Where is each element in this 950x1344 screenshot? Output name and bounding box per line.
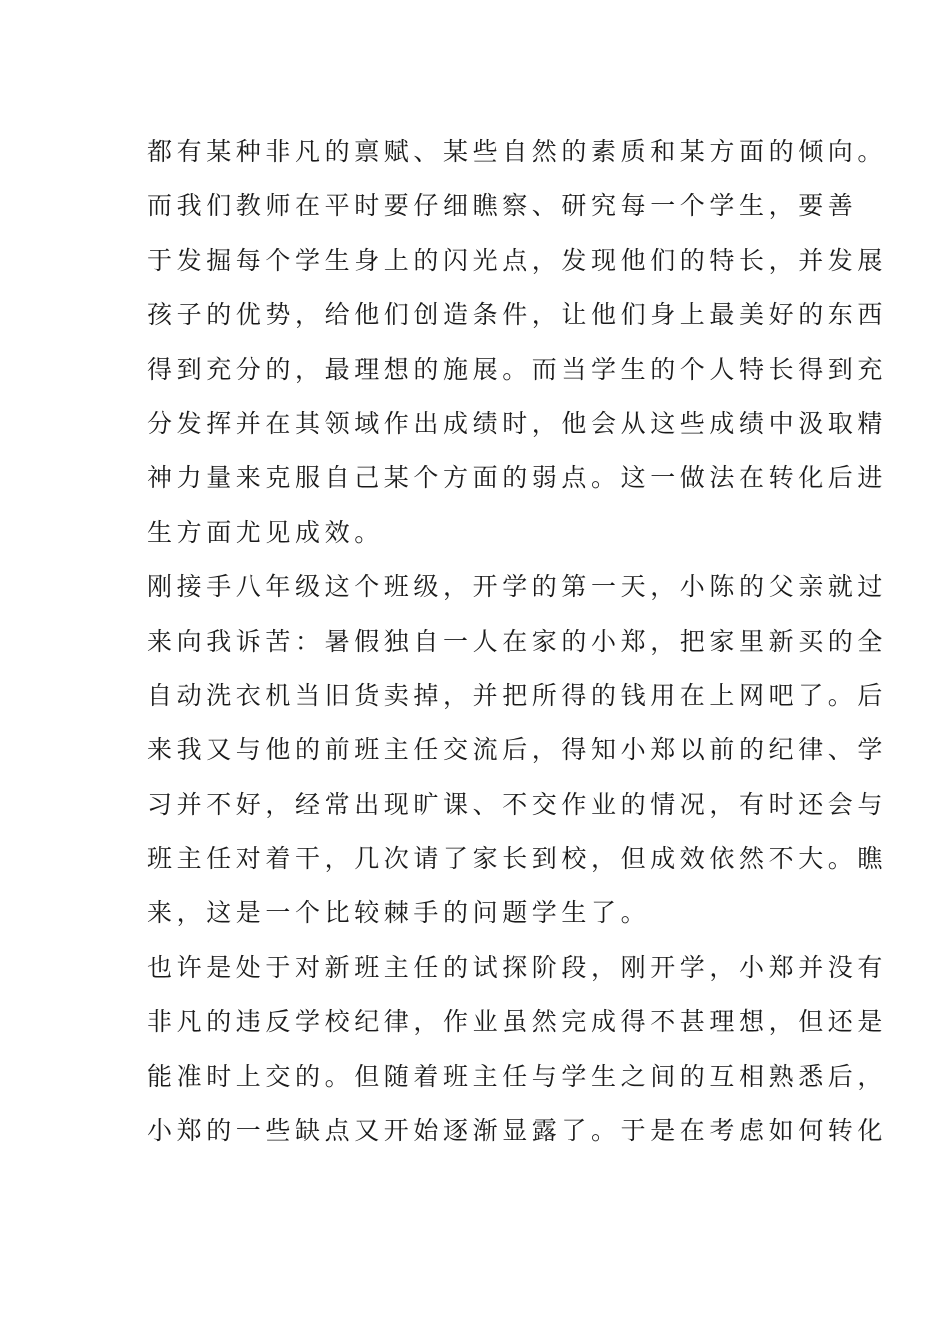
text-line: 于发掘每个学生身上的闪光点，发现他们的特长，并发展 — [147, 245, 888, 275]
body-text — [147, 128, 888, 1161]
text-line: 刚接手八年级这个班级，开学的第一天，小陈的父亲就过 — [147, 572, 888, 602]
text-line: 来，这是一个比较棘手的问题学生了。 — [147, 898, 651, 928]
text-line: 小郑的一些缺点又开始逐渐显露了。于是在考虑如何转化 — [147, 1116, 888, 1146]
text-line: 习并不好，经常出现旷课、不交作业的情况，有时还会与 — [147, 789, 888, 819]
text-line: 神力量来克服自己某个方面的弱点。这一做法在转化后进 — [147, 463, 888, 493]
text-line: 自动洗衣机当旧货卖掉，并把所得的钱用在上网吧了。后 — [147, 680, 888, 710]
text-line: 都有某种非凡的禀赋、某些自然的素质和某方面的倾向。 — [147, 137, 888, 166]
text-line: 而我们教师在平时要仔细瞧察、研究每一个学生，要善 — [147, 191, 858, 221]
text-line: 班主任对着干，几次请了家长到校，但成效依然不大。瞧 — [147, 844, 888, 874]
text-line: 来我又与他的前班主任交流后，得知小郑以前的纪律、学 — [147, 735, 888, 765]
text-line: 非凡的违反学校纪律，作业虽然完成得不甚理想，但还是 — [147, 1007, 888, 1037]
text-line: 也许是处于对新班主任的试探阶段，刚开学，小郑并没有 — [147, 952, 888, 982]
text-line: 孩子的优势，给他们创造条件，让他们身上最美好的东西 — [147, 300, 888, 330]
text-line: 来向我诉苦：暑假独自一人在家的小郑，把家里新买的全 — [147, 626, 888, 656]
text-line: 生方面尤见成效。 — [147, 517, 384, 547]
text-line: 能准时上交的。但随着班主任与学生之间的互相熟悉后， — [147, 1061, 888, 1091]
text-line: 得到充分的，最理想的施展。而当学生的个人特长得到充 — [147, 354, 888, 384]
text-line: 分发挥并在其领域作出成绩时，他会从这些成绩中汲取精 — [147, 408, 888, 438]
